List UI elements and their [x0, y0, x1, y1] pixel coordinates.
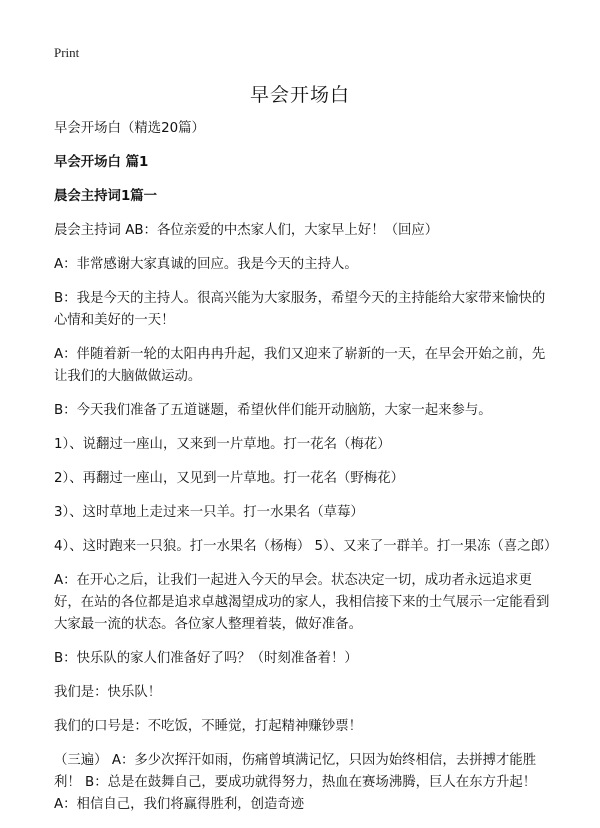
paragraph: 我们是：快乐队！ [54, 685, 162, 700]
riddle-item: 2）、再翻过一座山，又见到一片草地。打一花名（野梅花） [54, 471, 404, 486]
section-heading: 早会开场白 篇1 [54, 155, 149, 170]
paragraph: A：伴随着新一轮的太阳冉冉升起，我们又迎来了崭新的一天，在早会开始之前，先让我们的大脑做做运动。 [54, 347, 546, 384]
riddle-item: 1）、说翻过一座山，又来到一片草地。打一花名（梅花） [54, 437, 391, 452]
document-title: 早会开场白 [249, 84, 350, 106]
riddle-item: 3）、这时草地上走过来一只羊。打一水果名（草莓） [54, 505, 364, 520]
paragraph: （三遍） A：多少次挥汗如雨，伤痛曾填满记忆，只因为始终相信，去拼搏才能胜利！ B：总是在鼓舞自己，要成功就得努力，热血在赛场沸腾，巨人在东方升起！ [54, 753, 537, 790]
riddle-item: 4）、这时跑来一只狼。打一水果名（杨梅） 5）、又来了一群羊。打一果冻（喜之郎） [54, 539, 558, 554]
subheading: 晨会主持词1篇一 [54, 189, 158, 204]
paragraph: B：快乐队的家人们准备好了吗？（时刻准备着！） [54, 651, 358, 666]
paragraph: B：我是今天的主持人。很高兴能为大家服务，希望今天的主持能给大家带来愉快的心情和美好的一天！ [54, 291, 546, 328]
paragraph: 我们的口号是：不吃饭，不睡觉，打起精神赚钞票！ [54, 719, 362, 734]
paragraph: A：在开心之后，让我们一起进入今天的早会。状态决定一切，成功者永远追求更好，在站的各位都是追求卓越渴望成功的家人，我相信接下来的士气展示一定能看到大家最一流的状态。各位家人整理着装，做好准备。 [54, 573, 550, 632]
paragraph: B：今天我们准备了五道谜题，希望伙伴们能开动脑筋，大家一起来参与。 [54, 403, 492, 418]
document-body [54, 118, 558, 816]
paragraph: 晨会主持词 AB：各位亲爱的中杰家人们，大家早上好！（回应） [54, 223, 439, 238]
print-link[interactable]: Print [54, 45, 80, 60]
paragraph: A：非常感谢大家真诚的回应。我是今天的主持人。 [54, 257, 358, 272]
paragraph: A：相信自己，我们将赢得胜利，创造奇迹 [54, 797, 305, 812]
subtitle: 早会开场白（精选20篇） [54, 121, 205, 136]
